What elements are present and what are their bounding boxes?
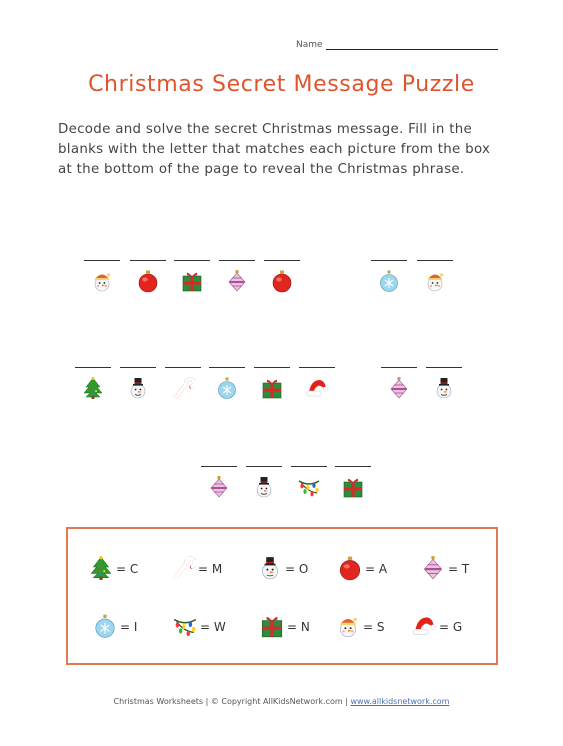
gift-icon	[260, 376, 284, 400]
name-label: Name	[296, 40, 323, 50]
letter-slot[interactable]	[417, 260, 453, 304]
key-item	[411, 613, 471, 643]
top-hat-snowman-icon	[252, 475, 276, 499]
key-letter: = A	[365, 562, 388, 576]
footer-link[interactable]: www.allkidsnetwork.com	[350, 697, 450, 706]
blue-ornament-icon	[92, 613, 118, 639]
key-item	[259, 613, 319, 643]
letter-slot[interactable]	[291, 466, 327, 510]
pink-ornament-icon	[207, 475, 231, 499]
letter-slot[interactable]	[426, 367, 462, 411]
tree-icon	[88, 555, 114, 581]
letter-slot[interactable]	[371, 260, 407, 304]
letter-slot[interactable]	[201, 466, 237, 510]
key-item	[337, 555, 397, 585]
letter-slot[interactable]	[335, 466, 371, 510]
lights-icon	[172, 613, 198, 639]
letter-slot[interactable]	[254, 367, 290, 411]
key-item	[420, 555, 480, 585]
key-letter: = C	[116, 562, 139, 576]
key-letter: = O	[285, 562, 309, 576]
letter-slot[interactable]	[120, 367, 156, 411]
candy-cane-icon	[171, 376, 195, 400]
lights-icon	[297, 475, 321, 499]
letter-slot[interactable]	[75, 367, 111, 411]
letter-slot[interactable]	[165, 367, 201, 411]
name-field[interactable]	[326, 49, 498, 50]
key-item	[335, 613, 395, 643]
candy-cane-icon	[170, 555, 196, 581]
blue-ornament-icon	[215, 376, 239, 400]
top-hat-snowman-icon	[432, 376, 456, 400]
letter-slot[interactable]	[219, 260, 255, 304]
key-letter: = W	[200, 620, 226, 634]
key-item	[257, 555, 317, 585]
key-letter: = S	[363, 620, 385, 634]
footer	[0, 697, 563, 706]
santa-hat-icon	[305, 376, 329, 400]
gift-icon	[180, 269, 204, 293]
key-letter: = G	[439, 620, 463, 634]
key-letter: = T	[448, 562, 470, 576]
letter-slot[interactable]	[246, 466, 282, 510]
key-item	[170, 555, 230, 585]
snowman-icon	[90, 269, 114, 293]
key-letter: = M	[198, 562, 223, 576]
letter-slot[interactable]	[84, 260, 120, 304]
gift-icon	[259, 613, 285, 639]
letter-slot[interactable]	[381, 367, 417, 411]
snowman-icon	[423, 269, 447, 293]
pink-ornament-icon	[420, 555, 446, 581]
pink-ornament-icon	[387, 376, 411, 400]
red-ornament-icon	[270, 269, 294, 293]
key-letter: = N	[287, 620, 310, 634]
key-item	[172, 613, 232, 643]
key-item	[92, 613, 152, 643]
letter-slot[interactable]	[264, 260, 300, 304]
answer-key-box	[66, 527, 498, 665]
gift-icon	[341, 475, 365, 499]
red-ornament-icon	[136, 269, 160, 293]
footer-copyright: Christmas Worksheets | © Copyright AllKidsNetwork.com |	[113, 697, 351, 706]
page-title: Christmas Secret Message Puzzle	[88, 72, 475, 97]
instructions-text: Decode and solve the secret Christmas message. Fill in the blanks with the letter that matches each picture from the box at the bottom of the page to reveal the Christmas phrase.	[58, 122, 491, 177]
pink-ornament-icon	[225, 269, 249, 293]
snowman-icon	[335, 613, 361, 639]
santa-hat-icon	[411, 613, 437, 639]
letter-slot[interactable]	[299, 367, 335, 411]
letter-slot[interactable]	[130, 260, 166, 304]
key-item	[88, 555, 148, 585]
tree-icon	[81, 376, 105, 400]
top-hat-snowman-icon	[126, 376, 150, 400]
top-hat-snowman-icon	[257, 555, 283, 581]
blue-ornament-icon	[377, 269, 401, 293]
letter-slot[interactable]	[209, 367, 245, 411]
letter-slot[interactable]	[174, 260, 210, 304]
key-letter: = I	[120, 620, 138, 634]
red-ornament-icon	[337, 555, 363, 581]
